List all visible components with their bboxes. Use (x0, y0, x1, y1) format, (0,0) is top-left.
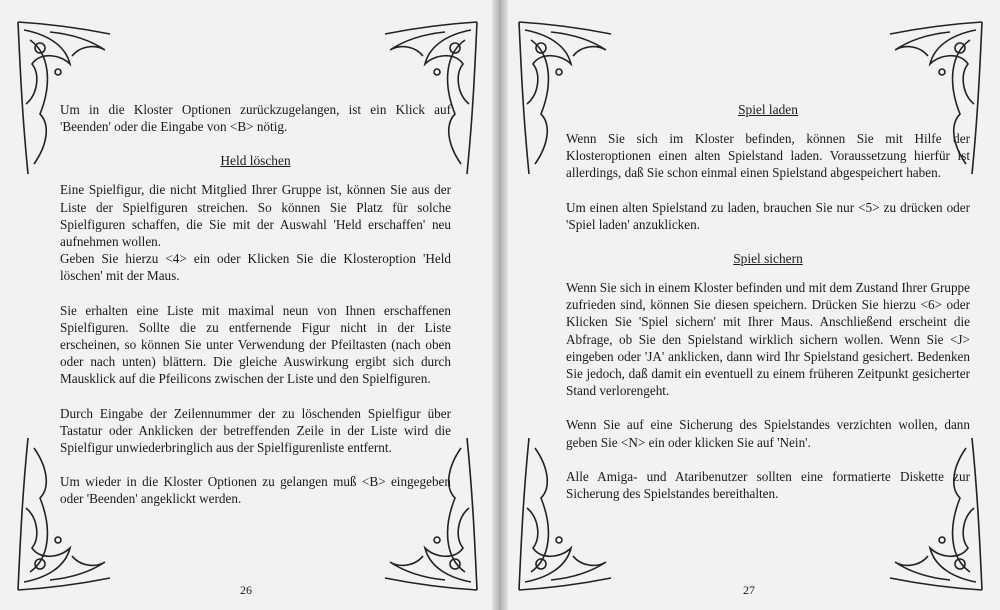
page-number: 26 (240, 583, 252, 597)
paragraph: Wenn Sie auf eine Sicherung des Spielstandes verzichten wollen, dann geben Sie <N> ein oder klicken Sie auf 'Nein'. (566, 417, 970, 450)
paragraph: Wenn Sie sich in einem Kloster befinden und mit dem Zustand Ihrer Gruppe zufrieden sind, können Sie diesen speichern. Drücken Sie hierzu <6> oder Klicken Sie 'Spiel sichern' mit Ihrer Maus. Anschließend erscheint die Abfrage, ob Sie den Spielstand wirklich sichern wollen. Wenn Sie <J> eingeben oder 'JA' anklicken, dann wird Ihr Spielstand gesichert. Bedenken Sie jedoch, daß damit ein eventuell zu einem früheren Zeitpunkt gesicherter Stand verlorengeht. (566, 280, 970, 399)
paragraph: Um einen alten Spielstand zu laden, brauchen Sie nur <5> zu drücken oder 'Spiel laden' anzuklicken. (566, 199, 970, 232)
paragraph: Geben Sie hierzu <4> ein oder Klicken Sie die Klosteroption 'Held löschen' mit der Maus. (60, 251, 451, 284)
heading-spiel-sichern: Spiel sichern (733, 251, 803, 267)
paragraph: Durch Eingabe der Zeilennummer der zu löschenden Spielfigur über Tastatur oder Anklicken der betreffenden Zeile in der Liste wird die Spielfigur unwiederbringlich aus der Spielfigurenliste entfernt. (60, 405, 451, 456)
heading-spiel-laden: Spiel laden (738, 102, 798, 117)
page-number: 27 (743, 583, 755, 597)
left-page (0, 0, 497, 610)
right-page-text (566, 101, 970, 502)
paragraph: Wenn Sie sich im Kloster befinden, können Sie mit Hilfe der Klosteroptionen einen alten Spielstand laden. Voraussetzung hierfür ist allerdings, daß Sie schon einmal einen Spielstand abgespeichert haben. (566, 131, 970, 181)
heading-held-loeschen: Held löschen (220, 153, 291, 169)
right-page (503, 0, 1000, 610)
intro-paragraph: Um in die Kloster Optionen zurückzugelangen, ist ein Klick auf 'Beenden' oder die Eingabe von <B> nötig. (60, 102, 451, 135)
paragraph: Um wieder in die Kloster Optionen zu gelangen muß <B> eingegeben oder 'Beenden' angeklickt werden. (60, 474, 451, 507)
paragraph: Sie erhalten eine Liste mit maximal neun von Ihnen erschaffenen Spielfiguren. Sollte die zu entfernende Figur nicht in der Liste erscheinen, so können Sie unter Verwendung der Pfeiltasten (nach oben oder nach unten) blättern. Die gleiche Auswirkung ergibt sich durch Mausklick auf die Pfeilicons zwischen der Liste und den Spielfiguren. (60, 302, 451, 387)
paragraph: Alle Amiga- und Ataribenutzer sollten eine formatierte Diskette zur Sicherung des Spielstandes bereithalten. (566, 468, 970, 502)
paragraph: Eine Spielfigur, die nicht Mitglied Ihrer Gruppe ist, können Sie aus der Liste der Spielfiguren streichen. So können Sie Platz für solche Spielfiguren schaffen, die Sie mit der Auswahl 'Held erschaffen' neu aufnehmen wollen. (60, 182, 451, 250)
left-page-text (60, 101, 451, 508)
book-gutter (492, 0, 508, 610)
